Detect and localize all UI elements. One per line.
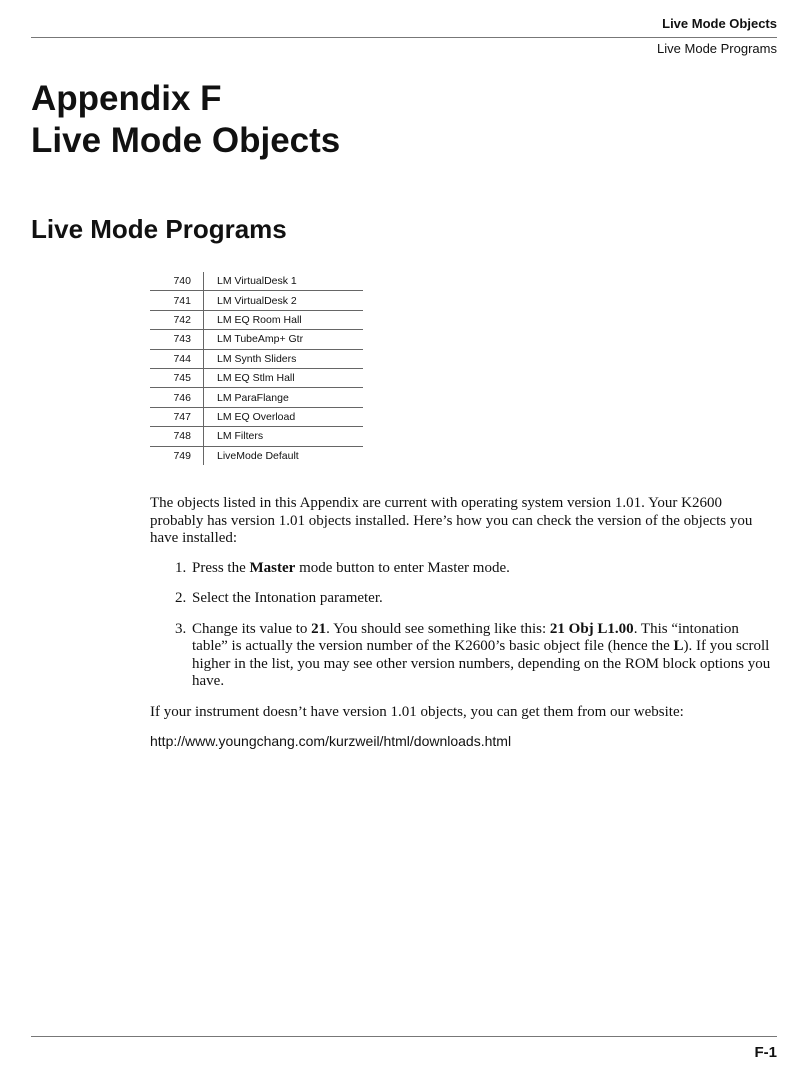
- intro-paragraph: The objects listed in this Appendix are current with operating system version 1.01. Your K2600 probably has version 1.01 objects installed. Here’s how you can check the version of the objects you have installed:: [150, 495, 753, 546]
- letter-l: L: [673, 638, 684, 654]
- program-name: LM VirtualDesk 2: [204, 291, 364, 310]
- program-name: LM EQ Room Hall: [204, 310, 364, 329]
- program-row: [150, 310, 363, 329]
- program-number: 746: [150, 388, 204, 407]
- footer-rule: [31, 1036, 777, 1037]
- download-url[interactable]: http://www.youngchang.com/kurzweil/html/downloads.html: [150, 733, 512, 749]
- program-row: [150, 388, 363, 407]
- step-2: 2. Select the Intonation parameter.: [190, 590, 778, 608]
- running-header-title: Live Mode Objects: [662, 16, 777, 31]
- program-name: LM TubeAmp+ Gtr: [204, 330, 364, 349]
- appendix-title-line2: Live Mode Objects: [31, 121, 341, 160]
- program-number: 748: [150, 427, 204, 446]
- header-rule: [31, 37, 777, 38]
- program-name: LM EQ Overload: [204, 407, 364, 426]
- program-number: 747: [150, 407, 204, 426]
- step-3: 3. Change its value to 21. You should see something like this: 21 Obj L1.00. This “intonation table” is actually the version number of the K2600’s basic object file (hence the L). If you scroll higher in the list, you may see other version numbers, depending on the ROM block options you have.: [190, 621, 778, 691]
- program-number: 740: [150, 272, 204, 291]
- program-row: [150, 446, 363, 465]
- program-name: LM Synth Sliders: [204, 349, 364, 368]
- website-paragraph: If your instrument doesn’t have version 1.01 objects, you can get them from our website:: [150, 703, 684, 720]
- section-title: Live Mode Programs: [31, 214, 287, 244]
- program-number: 745: [150, 368, 204, 387]
- body-text: [150, 495, 778, 751]
- program-row: [150, 407, 363, 426]
- program-name: LM ParaFlange: [204, 388, 364, 407]
- value-21: 21: [311, 620, 327, 637]
- program-number: 743: [150, 330, 204, 349]
- program-row: [150, 272, 363, 291]
- program-number: 741: [150, 291, 204, 310]
- program-row: [150, 427, 363, 446]
- program-number: 742: [150, 310, 204, 329]
- program-row: [150, 349, 363, 368]
- display-readout: 21 Obj L1.00: [549, 620, 634, 637]
- programs-table: [150, 272, 363, 465]
- appendix-title-line1: Appendix F: [31, 79, 222, 118]
- appendix-title: [31, 78, 340, 162]
- master-label: Master: [249, 559, 296, 576]
- program-row: [150, 291, 363, 310]
- page-number: F-1: [754, 1044, 777, 1061]
- program-name: LiveMode Default: [217, 449, 299, 462]
- program-number: 744: [150, 349, 204, 368]
- program-number: 749: [150, 446, 204, 465]
- program-name: LM Filters: [204, 427, 364, 446]
- program-name: LM VirtualDesk 1: [204, 272, 364, 291]
- step-1: 1. Press the Master mode button to enter Master mode.: [190, 560, 778, 578]
- program-row: [150, 368, 363, 387]
- program-row: [150, 330, 363, 349]
- running-header-subtitle: Live Mode Programs: [657, 41, 777, 56]
- program-name: LM EQ Stlm Hall: [204, 368, 364, 387]
- steps-list: [150, 560, 778, 691]
